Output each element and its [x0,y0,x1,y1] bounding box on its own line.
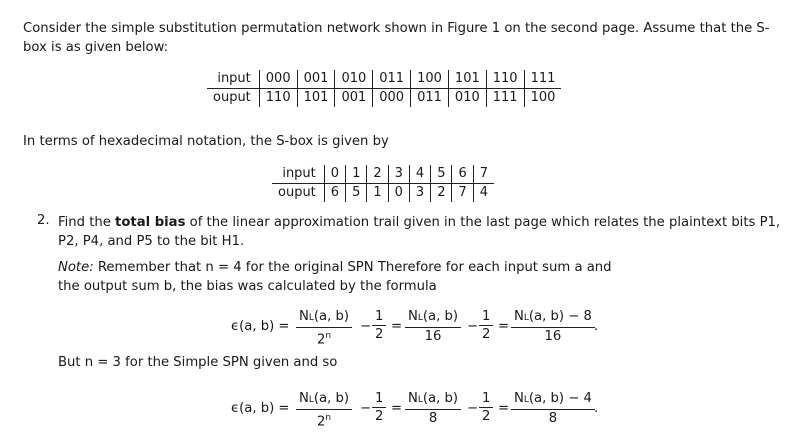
table-cell: 6 [324,184,345,203]
table-cell: 001 [297,70,335,89]
table-cell: 100 [524,89,561,108]
superscript: n [325,413,332,423]
table-cell: 4 [473,184,494,203]
numerator-rest: (a, b) − 4 [528,391,592,406]
note-label: Note: [58,260,94,275]
equals-sign: = [391,401,403,416]
question-text-part: Find the [58,215,116,230]
minus-sign: − [467,319,479,334]
denominator: 16 [424,329,442,344]
minus-sign: − [360,319,372,334]
subscript: L [417,395,423,405]
denominator: 8 [548,411,558,426]
equals-sign: = [498,319,510,334]
numerator-rest: (a, b) [313,309,350,324]
table-cell: 3 [388,165,409,184]
table-row [207,70,561,89]
table-cell: 4 [409,165,430,184]
fraction [511,390,595,427]
denominator: 8 [428,411,438,426]
table-cell: 0 [388,184,409,203]
table-cell: 0 [324,165,345,184]
table-cell: 001 [335,89,373,108]
numerator: 1 [479,390,493,408]
subscript: L [523,313,529,323]
table-row [272,165,494,184]
question-text-part: of the linear approximation trail given in the last page which relates the plaintext bits P1, P2, P4, and P5 to the bit H1. [58,215,781,249]
but-text: But n = 3 for the Simple SPN given and so [58,355,338,370]
table-cell: 000 [373,89,411,108]
intro-paragraph: Consider the simple substitution permutation network shown in Figure 1 on the second page. Assume that the S-box is as given below: [23,21,770,55]
fraction-half [372,390,386,425]
row-label: ouput [213,90,251,105]
numerator: 1 [372,308,386,326]
n-symbol: N [299,391,309,406]
denominator: 2 [316,414,326,430]
table-cell: 3 [409,184,430,203]
table-cell: 101 [448,70,486,89]
sbox-hex-table [272,165,494,202]
row-label: ouput [278,185,316,200]
subscript: L [308,313,314,323]
note-paragraph [58,258,618,296]
subscript: L [308,395,314,405]
fraction [405,390,461,427]
question-bold: total bias [115,215,186,230]
fraction [296,390,352,430]
fraction-half [479,308,493,343]
numerator: 1 [372,390,386,408]
period: . [594,319,599,334]
table-cell: 7 [473,165,494,184]
superscript: n [325,331,332,341]
table-cell: 2 [367,165,388,184]
table-cell: 6 [452,165,473,184]
row-label: input [272,165,324,184]
period: . [594,401,599,416]
fraction-half [372,308,386,343]
denominator: 2 [316,332,326,348]
n-symbol: N [299,309,309,324]
table-cell: 110 [486,70,524,89]
minus-sign: − [360,401,372,416]
table-cell: 010 [448,89,486,108]
denominator: 2 [482,327,491,342]
subscript: L [523,395,529,405]
table-cell: 111 [486,89,524,108]
table-cell: 111 [524,70,561,89]
subscript: L [417,313,423,323]
question-text [58,213,786,251]
denominator: 2 [375,409,384,424]
numerator-rest: (a, b) [422,309,459,324]
fraction-half [479,390,493,425]
equals-sign: = [498,401,510,416]
table-row [207,89,561,108]
table-cell: 101 [297,89,335,108]
fraction [511,308,595,345]
table-cell: 110 [259,89,297,108]
denominator: 16 [544,329,562,344]
table-row [272,184,494,203]
row-label: input [207,70,259,89]
n-symbol: N [408,309,418,324]
numerator-rest: (a, b) [313,391,350,406]
minus-sign: − [467,401,479,416]
table-cell: 000 [259,70,297,89]
table-cell: 5 [346,184,367,203]
denominator: 2 [482,409,491,424]
table-cell: 100 [411,70,449,89]
sbox-binary-table [207,70,561,107]
formula-lhs: ϵ(a, b) = [231,401,290,416]
denominator: 2 [375,327,384,342]
question-number: 2. [37,213,50,228]
table-cell: 5 [431,165,452,184]
formula-lhs: ϵ(a, b) = [231,319,290,334]
fraction [405,308,461,345]
table-cell: 011 [373,70,411,89]
table-cell: 011 [411,89,449,108]
table-cell: 1 [346,165,367,184]
table-cell: 7 [452,184,473,203]
n-symbol: N [408,391,418,406]
numerator: 1 [479,308,493,326]
table-cell: 010 [335,70,373,89]
numerator-rest: (a, b) [422,391,459,406]
note-text: Remember that n = 4 for the original SPN Therefore for each input sum a and the output sum b, the bias was calculated by the formula [58,260,612,294]
n-symbol: N [514,391,524,406]
equals-sign: = [391,319,403,334]
numerator-rest: (a, b) − 8 [528,309,592,324]
hex-intro: In terms of hexadecimal notation, the S-box is given by [23,134,389,149]
n-symbol: N [514,309,524,324]
fraction [296,308,352,348]
table-cell: 2 [431,184,452,203]
table-cell: 1 [367,184,388,203]
